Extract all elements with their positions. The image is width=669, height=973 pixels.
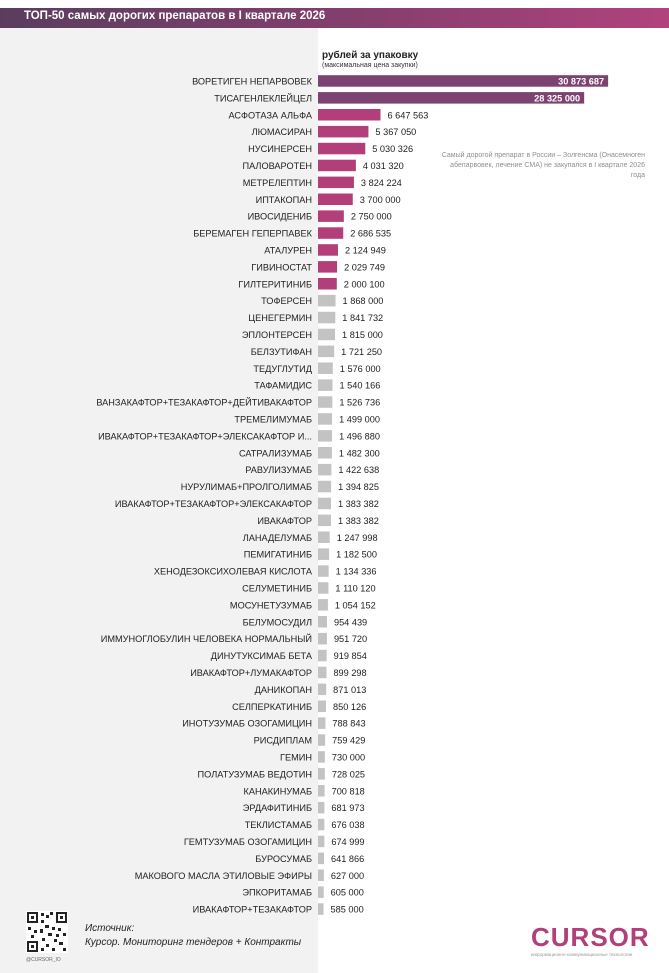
bar xyxy=(318,126,368,137)
value-label: 30 873 687 xyxy=(558,76,605,87)
category-label: БЕЛУМОСУДИЛ xyxy=(242,617,312,628)
category-label: КАНАКИНУМАБ xyxy=(243,786,312,797)
bar xyxy=(318,143,365,155)
value-label: 1 868 000 xyxy=(342,296,384,307)
value-label: 1 482 300 xyxy=(338,448,380,459)
bar xyxy=(318,295,336,307)
category-label: БЕРЕМАГЕН ГЕПЕРПАВЕК xyxy=(193,228,312,239)
chart-note: Самый дорогой препарат в России – Золгенсма (Онасемноген абепарвовек, лечение СМА) не закупался в I квартале 2026 года xyxy=(441,152,645,179)
value-label: 1 526 736 xyxy=(339,397,381,408)
category-label: АСФОТАЗА АЛЬФА xyxy=(228,110,312,121)
category-label: ЦЕНЕГЕРМИН xyxy=(248,313,312,324)
category-label: НУРУЛИМАБ+ПРОЛГОЛИМАБ xyxy=(180,482,312,493)
value-label: 681 973 xyxy=(331,803,365,814)
brand-tagline: информационно-коммуникационные технологии xyxy=(531,952,633,957)
value-label: 1 815 000 xyxy=(342,329,383,340)
category-label: ДАНИКОПАН xyxy=(254,684,312,695)
value-label: 5 030 326 xyxy=(372,144,414,155)
category-label: ТОФЕРСЕН xyxy=(261,296,312,307)
axis-unit-label: рублей за упаковку xyxy=(322,50,419,61)
bar xyxy=(318,751,325,763)
category-label: МАКОВОГО МАСЛА ЭТИЛОВЫЕ ЭФИРЫ xyxy=(134,870,312,881)
value-label: 871 013 xyxy=(333,684,367,695)
value-label: 1 540 166 xyxy=(339,380,381,391)
value-label: 2 000 100 xyxy=(343,279,385,290)
bar xyxy=(318,903,323,915)
value-label: 1 054 152 xyxy=(334,600,376,611)
value-label: 788 843 xyxy=(332,718,366,729)
value-label: 2 750 000 xyxy=(350,211,392,222)
bar xyxy=(318,447,332,459)
category-label: ЭРДАФИТИНИБ xyxy=(242,803,312,814)
bar xyxy=(318,768,325,780)
bar xyxy=(318,684,326,696)
bar xyxy=(318,346,334,358)
category-label: ЛЮМАСИРАН xyxy=(251,127,312,138)
bar xyxy=(318,261,337,273)
value-label: 1 422 638 xyxy=(338,465,380,476)
value-label: 1 841 732 xyxy=(342,313,384,324)
bar xyxy=(318,548,329,560)
value-label: 1 383 382 xyxy=(337,498,379,509)
bar xyxy=(318,886,324,898)
value-label: 28 325 000 xyxy=(534,93,581,104)
value-label: 1 134 336 xyxy=(335,566,377,577)
value-label: 951 720 xyxy=(333,634,368,645)
value-label: 1 182 500 xyxy=(336,549,377,560)
bar xyxy=(318,363,333,375)
value-label: 850 126 xyxy=(332,701,367,712)
bar xyxy=(318,717,325,729)
category-label: ВАНЗАКАФТОР+ТЕЗАКАФТОР+ДЕЙТИВАКАФТОР xyxy=(96,397,312,408)
value-label: 676 038 xyxy=(331,820,365,831)
value-label: 1 576 000 xyxy=(339,363,381,374)
value-label: 1 383 382 xyxy=(337,515,379,526)
category-label: ИВАКАФТОР xyxy=(257,515,312,526)
category-label: ИВАКАФТОР+ТЕЗАКАФТОР+ЭЛЕКСАКАФТОР И... xyxy=(98,431,312,442)
category-label: ИВОСИДЕНИБ xyxy=(247,211,312,222)
bar xyxy=(318,396,332,408)
value-label: 1 496 880 xyxy=(339,431,380,442)
category-label: ГЕМТУЗУМАБ ОЗОГАМИЦИН xyxy=(183,836,312,847)
category-label: ЛАНАДЕЛУМАБ xyxy=(242,532,312,543)
category-label: ТЕДУГЛУТИД xyxy=(253,363,312,374)
bar xyxy=(318,160,356,172)
value-label: 2 124 949 xyxy=(344,245,386,256)
value-label: 1 247 998 xyxy=(336,532,378,543)
bar xyxy=(318,870,324,882)
bar xyxy=(318,785,325,797)
bar xyxy=(318,464,331,476)
bar xyxy=(318,734,325,746)
bar xyxy=(318,616,327,628)
category-label: БЕЛЗУТИФАН xyxy=(250,346,312,357)
category-label: РАВУЛИЗУМАБ xyxy=(245,465,312,476)
value-label: 605 000 xyxy=(330,887,364,898)
bar xyxy=(318,244,338,256)
bar xyxy=(318,498,331,510)
category-label: МОСУНЕТУЗУМАБ xyxy=(229,600,312,611)
bar xyxy=(318,379,332,391)
bar xyxy=(318,650,327,662)
bar xyxy=(318,515,331,527)
axis-unit-sublabel: (максимальная цена закупки) xyxy=(322,62,418,69)
category-label: ИПТАКОПАН xyxy=(255,194,312,205)
value-label: 641 866 xyxy=(331,853,365,864)
value-label: 730 000 xyxy=(331,752,366,763)
category-label: ГИВИНОСТАТ xyxy=(251,262,312,273)
bar xyxy=(318,667,326,679)
value-label: 3 824 224 xyxy=(360,177,402,188)
value-label: 759 429 xyxy=(332,735,366,746)
bar xyxy=(318,109,380,121)
value-label: 919 854 xyxy=(333,651,367,662)
category-label: ИВАКАФТОР+ТЕЗАКАФТОР xyxy=(192,904,312,915)
bar xyxy=(318,853,324,865)
value-label: 2 029 749 xyxy=(344,262,385,273)
qr-code-icon xyxy=(26,911,68,953)
category-label: ИНОТУЗУМАБ ОЗОГАМИЦИН xyxy=(182,718,312,729)
category-label: ИВАКАФТОР+ТЕЗАКАФТОР+ЭЛЕКСАКАФТОР xyxy=(114,498,312,509)
category-label: ВОРЕТИГЕН НЕПАРВОВЕК xyxy=(192,76,312,87)
bar xyxy=(318,582,328,594)
category-label: ГИЛТЕРИТИНИБ xyxy=(238,279,312,290)
value-label: 627 000 xyxy=(330,870,365,881)
category-label: АТАЛУРЕН xyxy=(264,245,312,256)
value-label: 5 367 050 xyxy=(375,127,417,138)
value-label: 1 394 825 xyxy=(338,482,379,493)
value-label: 728 025 xyxy=(331,769,366,780)
source-text: Курсор. Мониторинг тендеров + Контракты xyxy=(85,937,302,948)
value-label: 1 721 250 xyxy=(341,346,383,357)
bar xyxy=(318,836,324,848)
bar xyxy=(318,701,326,713)
value-label: 585 000 xyxy=(330,904,364,915)
category-label: ТЕКЛИСТАМАБ xyxy=(244,820,312,831)
value-label: 4 031 320 xyxy=(362,160,404,171)
bar xyxy=(318,532,330,544)
category-label: ТАФАМИДИС xyxy=(254,380,312,391)
category-label: БУРОСУМАБ xyxy=(255,853,312,864)
category-label: ЭПКОРИТАМАБ xyxy=(242,887,312,898)
bar xyxy=(318,565,329,577)
bar xyxy=(318,312,335,324)
bar xyxy=(318,633,327,645)
bar xyxy=(318,430,332,442)
source-label: Источник: xyxy=(85,923,135,934)
value-label: 674 999 xyxy=(331,836,365,847)
category-label: ПАЛОВАРОТЕН xyxy=(242,160,312,171)
category-label: ПЕМИГАТИНИБ xyxy=(243,549,312,560)
category-label: САТРАЛИЗУМАБ xyxy=(238,448,312,459)
bar xyxy=(318,481,331,493)
page-title: ТОП-50 самых дорогих препаратов в I квартале 2026 xyxy=(24,10,326,22)
bar xyxy=(318,210,344,222)
bar xyxy=(318,819,324,831)
category-label: ТИСАГЕНЛЕКЛЕЙЦЕЛ xyxy=(214,93,312,104)
category-label: СЕЛУМЕТИНИБ xyxy=(242,583,312,594)
value-label: 1 499 000 xyxy=(339,414,380,425)
category-label: НУСИНЕРСЕН xyxy=(248,144,312,155)
bar xyxy=(318,599,328,611)
category-label: ХЕНОДЕЗОКСИХОЛЕВАЯ КИСЛОТА xyxy=(153,566,312,577)
category-label: МЕТРЕЛЕПТИН xyxy=(242,177,312,188)
qr-caption: @CURSOR_IO xyxy=(26,957,61,963)
bar xyxy=(318,329,335,341)
category-label: ПОЛАТУЗУМАБ ВЕДОТИН xyxy=(197,769,312,780)
value-label: 3 700 000 xyxy=(359,194,401,205)
value-label: 6 647 563 xyxy=(387,110,429,121)
value-label: 1 110 120 xyxy=(335,583,376,594)
value-label: 899 298 xyxy=(333,667,367,678)
bar xyxy=(318,413,332,425)
category-label: ИММУНОГЛОБУЛИН ЧЕЛОВЕКА НОРМАЛЬНЫЙ xyxy=(100,634,312,645)
category-label: ИВАКАФТОР+ЛУМАКАФТОР xyxy=(190,667,312,678)
value-label: 2 686 535 xyxy=(350,228,392,239)
category-label: ГЕМИН xyxy=(280,752,312,763)
category-label: ДИНУТУКСИМАБ БЕТА xyxy=(210,651,312,662)
bar xyxy=(318,227,343,239)
category-label: РИСДИПЛАМ xyxy=(253,735,312,746)
category-label: ТРЕМЕЛИМУМАБ xyxy=(234,414,312,425)
category-label: ЭПЛОНТЕРСЕН xyxy=(241,329,312,340)
value-label: 700 818 xyxy=(331,786,365,797)
brand-logo: CURSOR xyxy=(531,922,650,952)
bar xyxy=(318,278,337,290)
category-label: СЕЛПЕРКАТИНИБ xyxy=(232,701,312,712)
bar xyxy=(318,177,354,189)
bar xyxy=(318,194,353,206)
value-label: 954 439 xyxy=(333,617,368,628)
bar xyxy=(318,802,324,814)
